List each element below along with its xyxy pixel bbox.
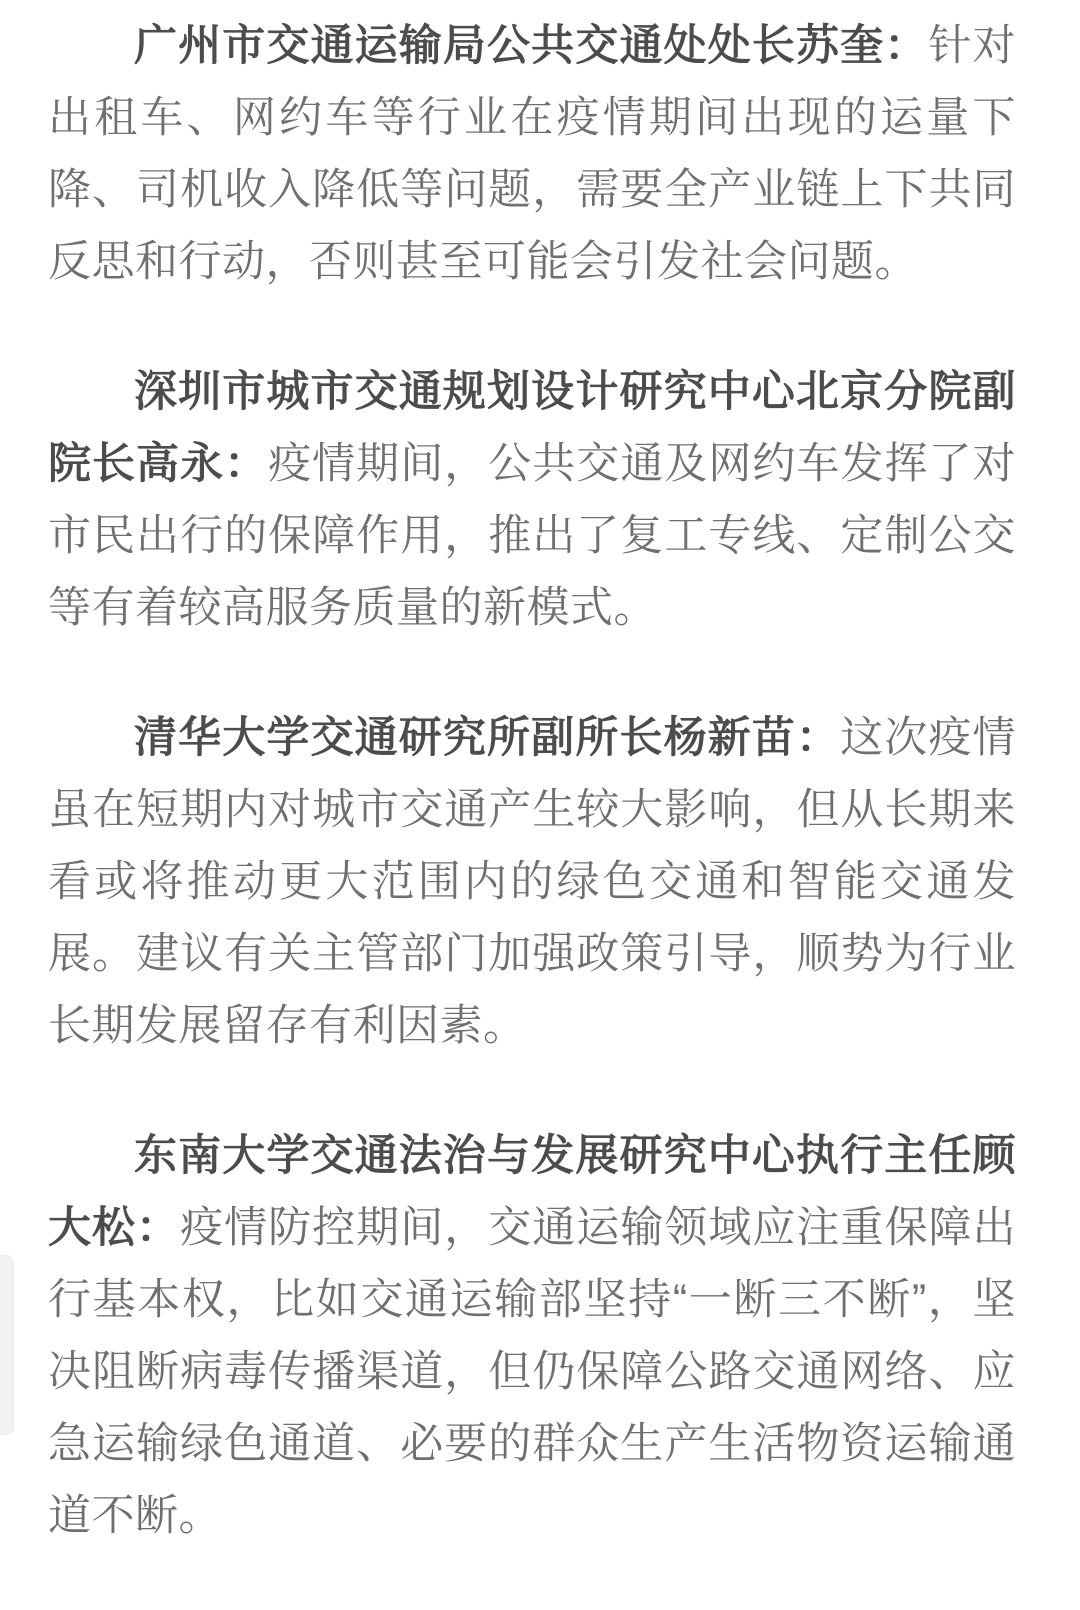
paragraph-lead: 清华大学交通研究所副所长杨新苗： xyxy=(134,714,841,762)
paragraph-lead: 东南大学交通法治与发展研究中心执行主任顾大松： xyxy=(48,1132,1016,1252)
paragraph-text: 针对出租车、网约车等行业在疫情期间出现的运量下降、司机收入降低等问题，需要全产业链上下共同反思和行动，否则甚至可能会引发社会问题。 xyxy=(48,22,1017,286)
article-body xyxy=(48,0,1016,1610)
paragraph xyxy=(48,1120,1016,1552)
paragraph xyxy=(48,356,1016,644)
paragraph-text: 疫情期间，公共交通及网约车发挥了对市民出行的保障作用，推出了复工专线、定制公交等有着较高服务质量的新模式。 xyxy=(48,440,1017,632)
scrollbar-thumb[interactable] xyxy=(0,1255,14,1435)
paragraph-lead: 深圳市城市交通规划设计研究中心北京分院副院长高永： xyxy=(48,368,1016,488)
paragraph-text: 疫情防控期间，交通运输领域应注重保障出行基本权，比如交通运输部坚持“一断三不断”，坚决阻断病毒传播渠道，但仍保障公路交通网络、应急运输绿色通道、必要的群众生产生活物资运输通道不断。 xyxy=(48,1204,1017,1540)
paragraph-text: 这次疫情虽在短期内对城市交通产生较大影响，但从长期来看或将推动更大范围内的绿色交通和智能交通发展。建议有关主管部门加强政策引导，顺势为行业长期发展留存有利因素。 xyxy=(48,714,1017,1050)
paragraph-lead: 广州市交通运输局公共交通处处长苏奎： xyxy=(134,22,929,70)
paragraph xyxy=(48,10,1016,298)
paragraph xyxy=(48,702,1016,1062)
